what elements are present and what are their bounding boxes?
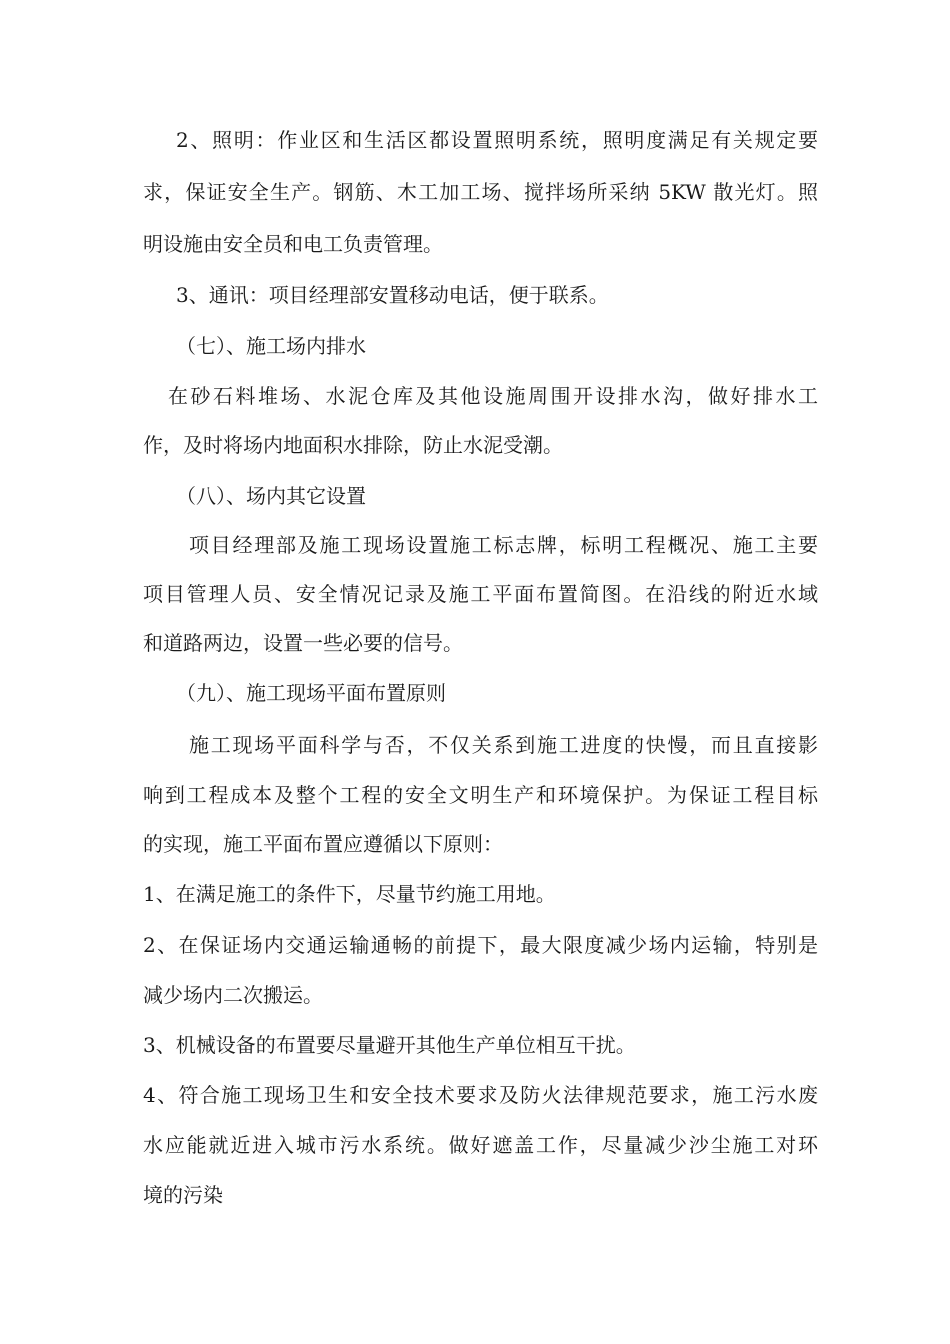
- text-line: 项目管理人员、安全情况记录及施工平面布置简图。在沿线的附近水域: [143, 582, 818, 606]
- text-line: 施工现场平面科学与否，不仅关系到施工进度的快慢，而且直接影: [189, 733, 818, 757]
- list-item: 1、在满足施工的条件下，尽量节约施工用地。: [143, 882, 556, 906]
- text-line: 项目经理部及施工现场设置施工标志牌，标明工程概况、施工主要: [189, 533, 818, 557]
- text-line: 的实现，施工平面布置应遵循以下原则：: [143, 832, 503, 856]
- text-line: 作，及时将场内地面积水排除，防止水泥受潮。: [143, 433, 563, 457]
- list-item: 2、在保证场内交通运输通畅的前提下，最大限度减少场内运输，特别是: [143, 933, 818, 957]
- list-item: 4、符合施工现场卫生和安全技术要求及防火法律规范要求，施工污水废: [143, 1083, 818, 1107]
- text-line: 求，保证安全生产。钢筋、木工加工场、搅拌场所采纳 5KW 散光灯。照: [143, 180, 818, 204]
- text-line: 减少场内二次搬运。: [143, 983, 323, 1007]
- text-line: 响到工程成本及整个工程的安全文明生产和环境保护。为保证工程目标: [143, 783, 818, 807]
- text-line: 在砂石料堆场、水泥仓库及其他设施周围开设排水沟，做好排水工: [168, 384, 818, 408]
- section-heading: （七）、施工场内排水: [176, 334, 366, 358]
- list-item: 3、机械设备的布置要尽量避开其他生产单位相互干扰。: [143, 1033, 636, 1057]
- section-heading: （八）、场内其它设置: [176, 484, 366, 508]
- text-line: 3、通讯：项目经理部安置移动电话，便于联系。: [176, 283, 609, 307]
- text-line: 境的污染: [143, 1183, 223, 1207]
- text-line: 明设施由安全员和电工负责管理。: [143, 232, 443, 256]
- text-line: 和道路两边，设置一些必要的信号。: [143, 631, 463, 655]
- text-line: 水应能就近进入城市污水系统。做好遮盖工作，尽量减少沙尘施工对环: [143, 1133, 818, 1157]
- text-line: 2、照明：作业区和生活区都设置照明系统，照明度满足有关规定要: [176, 128, 818, 152]
- section-heading: （九）、施工现场平面布置原则: [176, 681, 446, 705]
